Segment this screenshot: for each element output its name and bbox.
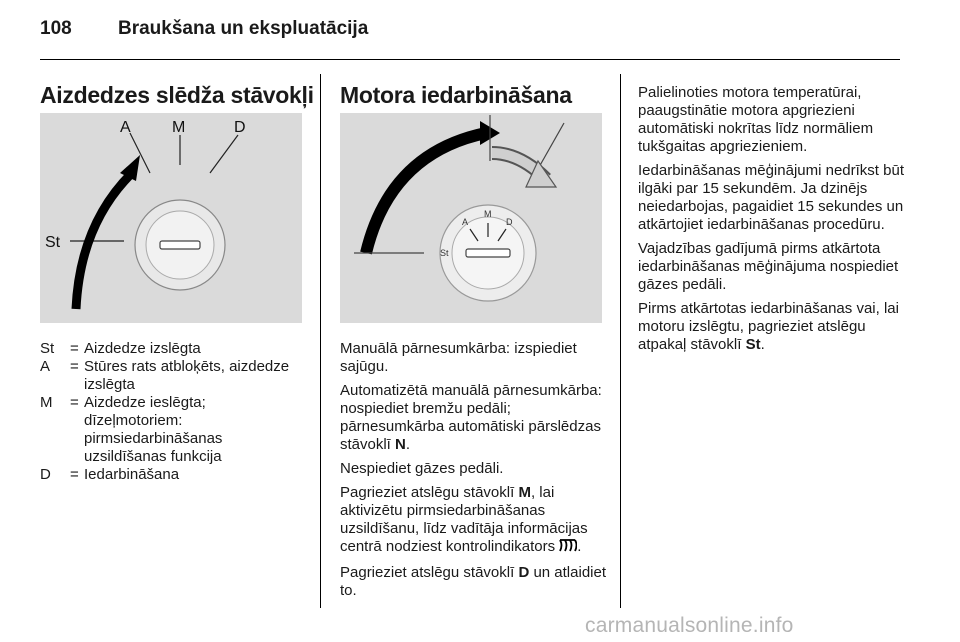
engine-start-figure — [340, 113, 602, 323]
ignition-switch-figure — [40, 113, 302, 323]
paragraph: Vajadzības gadījumā pirms atkārtota iedarbināšanas mēģinājuma nospiediet gāzes pedāli. — [638, 240, 899, 293]
label-a-small: A — [462, 217, 469, 227]
ignition-switch-illustration — [40, 113, 302, 323]
label-d: D — [234, 119, 246, 136]
paragraph: Manuālā pārnesumkārba: izspiediet sajūgu. — [340, 340, 577, 375]
legend-row: A = Stūres rats atbloķēts, aizdedze izslēgta — [40, 358, 290, 393]
engine-start-text — [340, 340, 608, 606]
paragraph: Iedarbināšanas mēģinājumi nedrīkst būt ilgāki par 15 sekundēm. Ja dzinējs neiedarbojas, pagaidiet 15 sekundes un atkārtojiet iedarbināšanas procedūru. — [638, 162, 904, 233]
ignition-positions-title: Aizdedzes slēdža stāvokļi — [40, 82, 314, 108]
section-title: Braukšana un ekspluatācija — [118, 18, 369, 39]
engine-start-title: Motora iedarbināšana — [340, 82, 572, 108]
column-divider-2 — [620, 74, 621, 608]
header-rule — [40, 59, 900, 60]
paragraph: Palielinoties motora temperatūrai, paaugstinātie motora apgriezieni automātiski nokrītas līdz normāliem tukšgaitas apgriezieniem. — [638, 84, 874, 155]
legend-row: D = Iedarbināšana — [40, 466, 180, 483]
label-d-small: D — [506, 217, 513, 227]
column-divider-1 — [320, 74, 321, 608]
legend-row: St = Aizdedze izslēgta — [40, 340, 201, 357]
label-st-small: St — [440, 248, 449, 258]
paragraph: Pirms atkārtotas iedarbināšanas vai, lai motoru izslēgtu, pagrieziet atslēgu atpakaļ stāvoklī St. — [638, 300, 899, 353]
page-header — [40, 18, 368, 40]
paragraph: Automatizētā manuālā pārnesumkārba: nospiediet bremžu pedāli; pārnesumkārba automātiski pārslēdzas stāvoklī N. — [340, 382, 602, 453]
glow-plug-icon — [559, 538, 577, 558]
engine-start-continued — [638, 84, 906, 360]
paragraph: Nespiediet gāzes pedāli. — [340, 460, 504, 477]
label-m-small: M — [484, 209, 492, 219]
legend-row: M = Aizdedze ieslēgta; dīzeļmotoriem: pirmsiedarbināšanas uzsildīšanas funkcija — [40, 394, 223, 465]
label-a: A — [120, 119, 131, 136]
label-m: M — [172, 119, 186, 136]
engine-start-illustration — [340, 113, 602, 323]
legend — [40, 340, 315, 484]
paragraph: Pagrieziet atslēgu stāvoklī M, lai aktivizētu pirmsiedarbināšanas uzsildīšanu, līdz vadītāja informācijas centrā nodziest kontrolindikators . — [340, 484, 608, 558]
page-number: 108 — [40, 18, 72, 39]
paragraph: Pagrieziet atslēgu stāvoklī D un atlaidiet to. — [340, 564, 607, 599]
watermark: carmanualsonline.info — [585, 614, 794, 637]
label-st: St — [45, 234, 61, 251]
